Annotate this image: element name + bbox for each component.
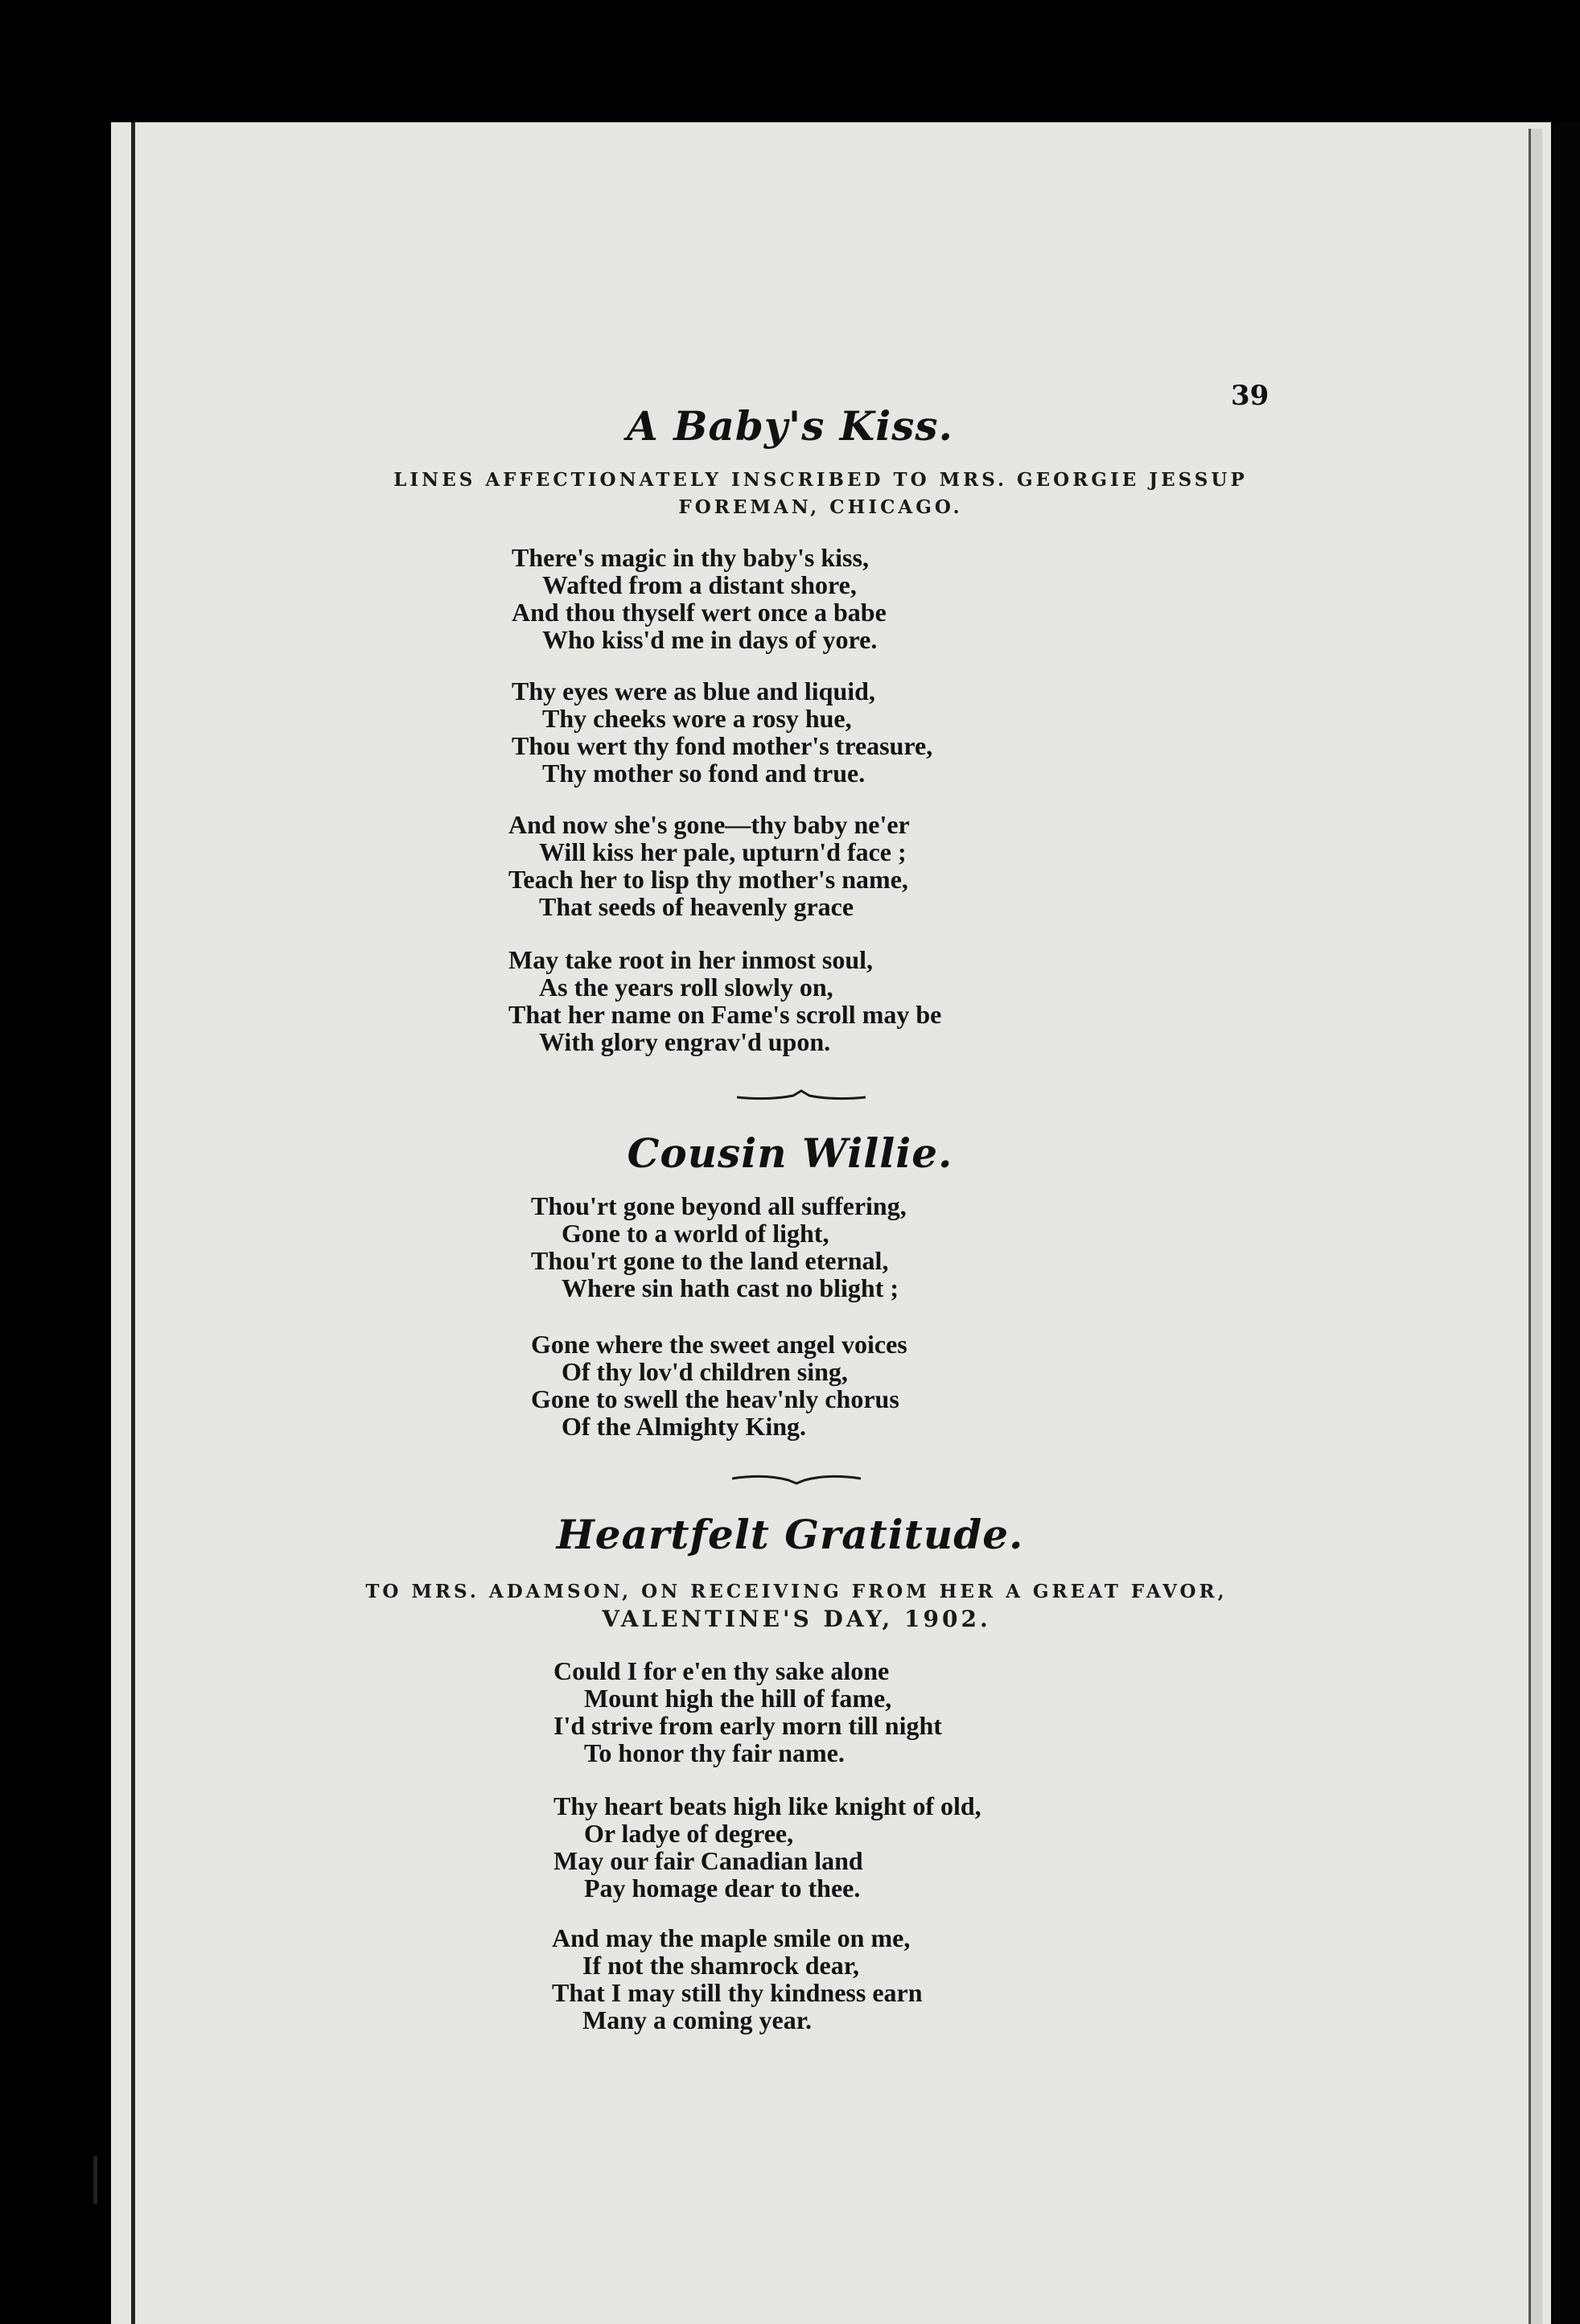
verse-line: Mount high the hill of fame, — [584, 1684, 892, 1713]
verse-line: To honor thy fair name. — [584, 1738, 845, 1767]
dedication-line: LINES AFFECTIONATELY INSCRIBED TO MRS. GEORGIE JESSUP — [393, 469, 1248, 491]
verse-line: Thou'rt gone to the land eternal, — [531, 1246, 889, 1275]
verse-line: Thy heart beats high like knight of old, — [553, 1791, 981, 1820]
page-number: 39 — [1231, 380, 1269, 412]
verse-line: Gone where the sweet angel voices — [531, 1330, 907, 1359]
poem-dedication — [322, 1578, 1271, 1633]
stanza — [553, 1792, 981, 1902]
dedication-line: FOREMAN, CHICAGO. — [678, 496, 963, 518]
stanza — [512, 544, 887, 653]
scan-border — [1551, 122, 1580, 2324]
verse-line: And thou thyself wert once a babe — [512, 598, 887, 627]
dedication-line: TO MRS. ADAMSON, ON RECEIVING FROM HER A GREAT FAVOR, — [365, 1581, 1228, 1602]
stanza — [531, 1192, 907, 1302]
verse-line: Gone to a world of light, — [562, 1219, 829, 1248]
verse-line: I'd strive from early morn till night — [553, 1711, 942, 1740]
stanza — [508, 946, 941, 1055]
verse-line: If not the shamrock dear, — [582, 1951, 860, 1980]
page-edge — [1529, 129, 1542, 2324]
verse-line: Teach her to lisp thy mother's name, — [508, 865, 908, 894]
ornament-divider — [737, 1089, 866, 1105]
verse-line: Where sin hath cast no blight ; — [562, 1273, 899, 1302]
stanza — [512, 677, 932, 787]
verse-line: Of the Almighty King. — [562, 1412, 807, 1441]
verse-line: Or ladye of degree, — [584, 1819, 794, 1848]
verse-line: Thy mother so fond and true. — [542, 759, 866, 788]
verse-line: Gone to swell the heav'nly chorus — [531, 1384, 899, 1413]
verse-line: Thou wert thy fond mother's treasure, — [512, 731, 933, 760]
verse-line: May take root in her inmost soul, — [508, 945, 874, 974]
verse-line: Thy eyes were as blue and liquid, — [512, 677, 875, 705]
verse-line: Of thy lov'd children sing, — [562, 1357, 848, 1386]
stanza — [553, 1657, 942, 1767]
verse-line: Wafted from a distant shore, — [542, 570, 857, 599]
ornament-divider — [732, 1470, 861, 1487]
verse-line: That her name on Fame's scroll may be — [508, 1000, 942, 1029]
verse-line: Could I for e'en thy sake alone — [553, 1656, 890, 1685]
verse-line: Thy cheeks wore a rosy hue, — [542, 704, 852, 733]
stanza — [531, 1331, 907, 1440]
verse-line: May our fair Canadian land — [553, 1846, 863, 1875]
verse-line: With glory engrav'd upon. — [539, 1027, 831, 1056]
verse-line: As the years roll slowly on, — [539, 973, 833, 1002]
poem-title: Cousin Willie. — [627, 1129, 953, 1177]
verse-line: Who kiss'd me in days of yore. — [542, 625, 878, 654]
verse-line: There's magic in thy baby's kiss, — [512, 543, 869, 572]
verse-line: Pay homage dear to thee. — [584, 1874, 861, 1902]
verse-line: Many a coming year. — [582, 2005, 813, 2034]
verse-line: That I may still thy kindness earn — [552, 1978, 923, 2007]
verse-line: That seeds of heavenly grace — [539, 892, 854, 921]
poem-title: A Baby's Kiss. — [627, 402, 953, 450]
verse-line: And may the maple smile on me, — [552, 1923, 911, 1952]
dedication-line: VALENTINE'S DAY, 1902. — [602, 1606, 991, 1632]
verse-line: And now she's gone—thy baby ne'er — [508, 810, 910, 839]
poem-dedication — [338, 467, 1303, 521]
verse-line: Thou'rt gone beyond all suffering, — [531, 1191, 907, 1220]
scan-mark — [93, 2156, 97, 2204]
verse-line: Will kiss her pale, upturn'd face ; — [539, 837, 907, 866]
stanza — [508, 811, 910, 920]
poem-title: Heartfelt Gratitude. — [556, 1511, 1024, 1558]
stanza — [552, 1924, 923, 2034]
binding-line — [131, 122, 135, 2324]
